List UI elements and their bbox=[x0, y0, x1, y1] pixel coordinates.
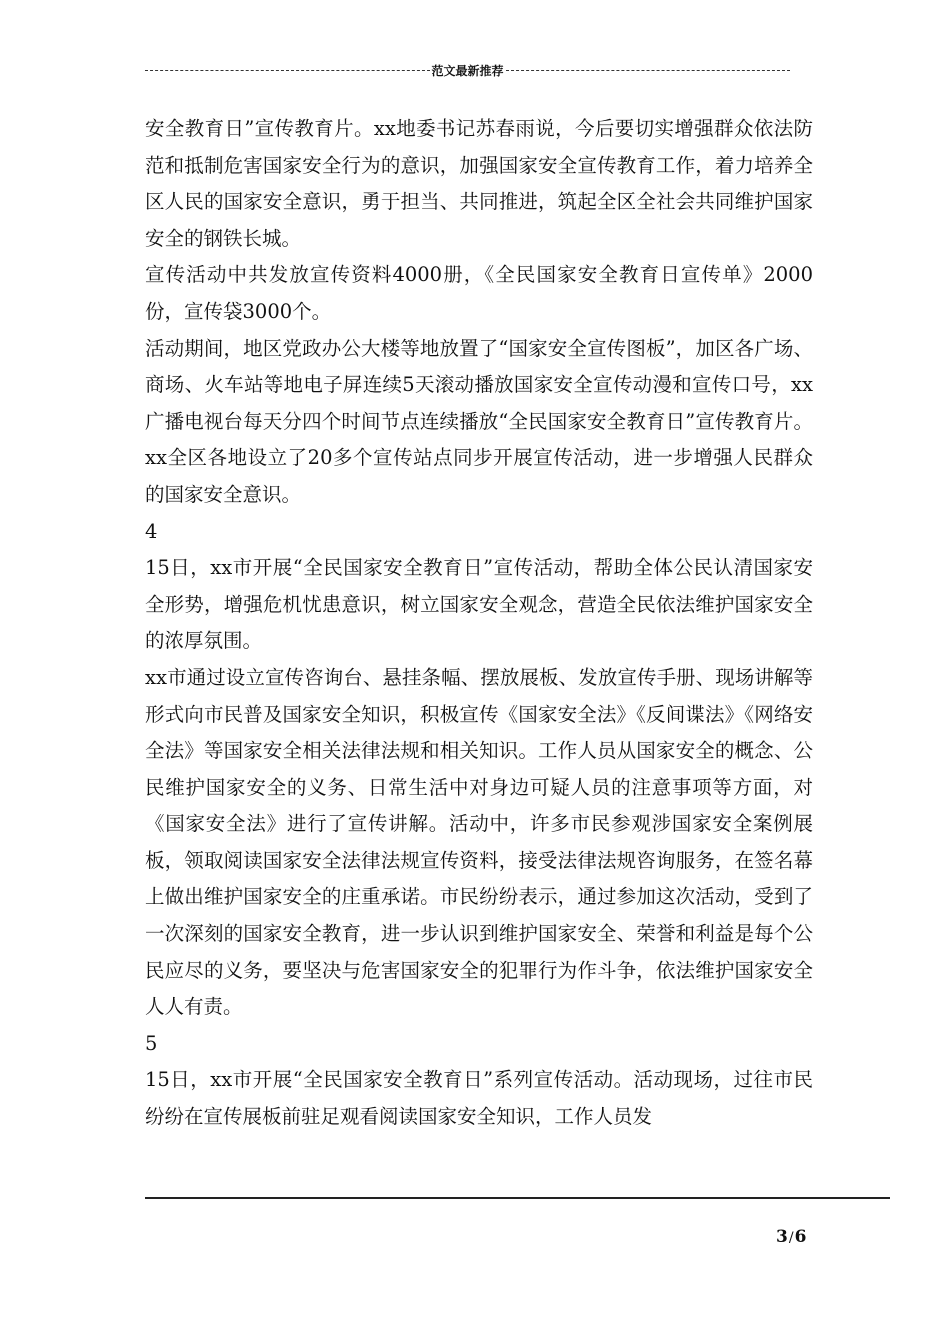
header-label: 范文最新推荐 bbox=[431, 64, 504, 78]
paragraph: 安全教育日”宣传教育片。xx地委书记苏春雨说，今后要切实增强群众依法防范和抵制危害国家安全行为的意识，加强国家安全宣传教育工作，着力培养全区人民的国家安全意识，勇于担当、共同推进，筑起全区全社会共同维护国家安全的钢铁长城。 bbox=[145, 117, 813, 250]
page-total: 6 bbox=[794, 1227, 807, 1247]
page-current: 3 bbox=[776, 1227, 788, 1247]
header-dash-left bbox=[145, 70, 430, 71]
section-number: 4 bbox=[145, 519, 158, 543]
header-dash-right bbox=[506, 70, 791, 71]
page-number bbox=[776, 1227, 806, 1247]
paragraph: 15日，xx市开展“全民国家安全教育日”宣传活动，帮助全体公民认清国家安全形势，增强危机忧患意识，树立国家安全观念，营造全民依法维护国家安全的浓厚氛围。 bbox=[145, 556, 813, 653]
page-separator: / bbox=[788, 1230, 794, 1246]
paragraph: 宣传活动中共发放宣传资料4000册，《全民国家安全教育日宣传单》2000份，宣传袋3000个。 bbox=[145, 263, 813, 323]
page-header bbox=[145, 62, 790, 79]
section-number: 5 bbox=[145, 1031, 158, 1055]
paragraph: 15日，xx市开展“全民国家安全教育日”系列宣传活动。活动现场，过往市民纷纷在宣传展板前驻足观看阅读国家安全知识，工作人员发 bbox=[145, 1068, 813, 1129]
document-body bbox=[145, 111, 813, 1136]
footer-divider bbox=[145, 1197, 890, 1199]
paragraph: 活动期间，地区党政办公大楼等地放置了“国家安全宣传图板”，加区各广场、商场、火车站等地电子屏连续5天滚动播放国家安全宣传动漫和宣传口号，xx广播电视台每天分四个时间节点连续播放“全民国家安全教育日”宣传教育片。xx全区各地设立了20多个宣传站点同步开展宣传活动，进一步增强人民群众的国家安全意识。 bbox=[145, 336, 813, 506]
paragraph: xx市通过设立宣传咨询台、悬挂条幅、摆放展板、发放宣传手册、现场讲解等形式向市民普及国家安全知识，积极宣传《国家安全法》《反间谍法》《网络安全法》等国家安全相关法律法规和相关知识。工作人员从国家安全的概念、公民维护国家安全的义务、日常生活中对身边可疑人员的注意事项等方面，对《国家安全法》进行了宣传讲解。活动中，许多市民参观涉国家安全案例展板，领取阅读国家安全法律法规宣传资料，接受法律法规咨询服务，在签名幕上做出维护国家安全的庄重承诺。市民纷纷表示，通过参加这次活动，受到了一次深刻的国家安全教育，进一步认识到维护国家安全、荣誉和利益是每个公民应尽的义务，要坚决与危害国家安全的犯罪行为作斗争，依法维护国家安全人人有责。 bbox=[145, 665, 813, 1019]
